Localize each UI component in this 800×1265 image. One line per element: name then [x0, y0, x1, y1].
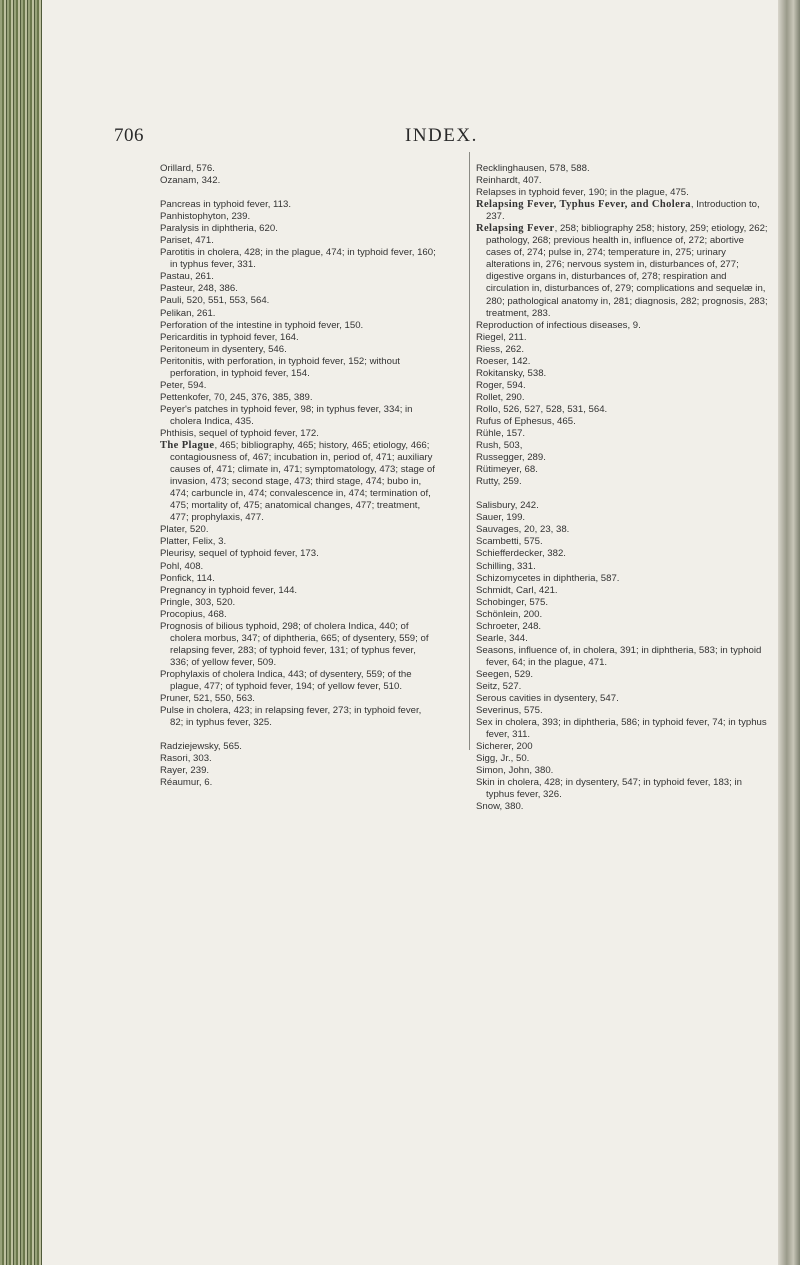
- index-entry: Searle, 344.: [476, 632, 528, 644]
- index-entry: Roeser, 142.: [476, 355, 531, 367]
- index-entry: Orillard, 576.: [160, 163, 215, 174]
- column-divider: [469, 152, 470, 750]
- index-entry: Rühle, 157.: [476, 428, 526, 440]
- page-number: 706: [114, 125, 144, 146]
- index-entry: Seasons, influence of, in cholera, 391; in diphtheria, 583; in typhoid fever, 64; in the plague, 471.: [476, 644, 762, 668]
- index-entry: Pohl, 408.: [160, 560, 204, 572]
- index-entry: Seegen, 529.: [476, 668, 534, 680]
- index-entry: Prognosis of bilious typhoid, 298; of cholera Indica, 440; of cholera morbus, 347; of diphtheria, 665; of dysentery, 559; of relapsing fever, 283; of typhoid fever, 131; of typhus fever, 336; of yellow fever, 509.: [160, 620, 429, 668]
- index-entry: Pregnancy in typhoid fever, 144.: [160, 584, 298, 596]
- index-entry: Procopius, 468.: [160, 608, 227, 620]
- index-entry: Sigg, Jr., 50.: [476, 753, 530, 765]
- index-entry: Rollo, 526, 527, 528, 531, 564.: [476, 403, 608, 415]
- index-entry: Sex in cholera, 393; in diphtheria, 586; in typhoid fever, 74; in typhus fever, 311.: [476, 717, 767, 741]
- index-entry: Pericarditis in typhoid fever, 164.: [160, 331, 299, 343]
- index-entry: Pancreas in typhoid fever, 113.: [160, 199, 292, 211]
- index-entry: Phthisis, sequel of typhoid fever, 172.: [160, 427, 319, 439]
- index-entry: Pulse in cholera, 423; in relapsing fever, 273; in typhoid fever, 82; in typhus fever, 325.: [160, 705, 422, 729]
- index-entry: The Plague, 465; bibliography, 465; history, 465; etiology, 466; contagiousness of, 467; incubation in, period of, 471; auxiliary causes of, 471; climate in, 471; symptomatology, 473; stage of invasion, 473; second stage, 473; third stage, 474; bubo in, 474; carbuncle in, 474; convalescence in, 474; termination of, 475; mortality of, 475; anatomical changes, 477; treatment, 477; prophylaxis, 477.: [160, 440, 435, 524]
- index-column-left: [160, 163, 436, 789]
- index-entry: Schizomycetes in diphtheria, 587.: [476, 572, 620, 584]
- binding-edge: [0, 0, 42, 1265]
- index-entry: Sicherer, 200: [476, 741, 533, 753]
- index-entry: Salisbury, 242.: [476, 500, 539, 512]
- index-entry: Relapsing Fever, Typhus Fever, and Cholera, Introduction to, 237.: [476, 199, 760, 223]
- index-entry: Prophylaxis of cholera Indica, 443; of dysentery, 559; of the plague, 477; of typhoid fever, 194; of yellow fever, 510.: [160, 668, 412, 692]
- index-entry: Pringle, 303, 520.: [160, 596, 236, 608]
- index-entry: Schiefferdecker, 382.: [476, 548, 566, 560]
- index-entry: Seitz, 527.: [476, 680, 522, 692]
- index-entry: Panhistophyton, 239.: [160, 211, 251, 223]
- index-entry: Schobinger, 575.: [476, 596, 549, 608]
- index-entry: Rasori, 303.: [160, 753, 212, 765]
- index-entry: Schönlein, 200.: [476, 608, 543, 620]
- index-entry: Pelikan, 261.: [160, 307, 216, 319]
- index-entry: Rollet, 290.: [476, 391, 525, 403]
- index-entry: Pruner, 521, 550, 563.: [160, 693, 255, 705]
- index-entry: Reproduction of infectious diseases, 9.: [476, 319, 641, 331]
- index-entry: Riess, 262.: [476, 343, 524, 355]
- book-page: [42, 0, 778, 1265]
- index-entry: Radziejewsky, 565.: [160, 741, 242, 753]
- letter-gap: [160, 729, 436, 741]
- letter-gap: [160, 187, 436, 199]
- index-entry: Scambetti, 575.: [476, 536, 543, 548]
- index-entry: Peter, 594.: [160, 379, 207, 391]
- index-entry: Réaumur, 6.: [160, 777, 213, 789]
- index-entry: Paralysis in diphtheria, 620.: [160, 223, 278, 235]
- running-head: INDEX.: [405, 125, 478, 146]
- index-entry: Schilling, 331.: [476, 560, 536, 572]
- index-entry: Skin in cholera, 428; in dysentery, 547; in typhoid fever, 183; in typhus fever, 326.: [476, 777, 742, 801]
- page-header: [114, 125, 724, 149]
- index-entry: Plater, 520.: [160, 524, 209, 536]
- index-entry: Pasteur, 248, 386.: [160, 283, 238, 295]
- index-entry: Peritoneum in dysentery, 546.: [160, 343, 287, 355]
- index-entry: Parotitis in cholera, 428; in the plague, 474; in typhoid fever, 160; in typhus fever, 331.: [160, 247, 436, 271]
- index-entry: Rütimeyer, 68.: [476, 464, 538, 476]
- page-edge: [778, 0, 800, 1265]
- index-entry: Rufus of Ephesus, 465.: [476, 415, 576, 427]
- index-entry: Pleurisy, sequel of typhoid fever, 173.: [160, 548, 319, 560]
- index-entry: Platter, Felix, 3.: [160, 536, 227, 548]
- index-entry: Russegger, 289.: [476, 452, 546, 464]
- index-entry: Rayer, 239.: [160, 765, 210, 777]
- index-entry: Rush, 503,: [476, 440, 523, 452]
- index-entry: Pettenkofer, 70, 245, 376, 385, 389.: [160, 391, 313, 403]
- index-entry: Snow, 380.: [476, 801, 524, 813]
- index-entry: Sauvages, 20, 23, 38.: [476, 524, 570, 536]
- index-entry: Serous cavities in dysentery, 547.: [476, 693, 619, 705]
- index-entry: Perforation of the intestine in typhoid fever, 150.: [160, 319, 364, 331]
- index-entry: Simon, John, 380.: [476, 765, 554, 777]
- index-entry: Relapses in typhoid fever, 190; in the plague, 475.: [476, 187, 689, 199]
- index-entry: Pastau, 261.: [160, 271, 214, 283]
- index-entry: Ponfick, 114.: [160, 572, 215, 584]
- index-entry: Relapsing Fever, 258; bibliography 258; history, 259; etiology, 262; pathology, 268; previous health in, influence of, 272; abortive cases of, 274; pulse in, 274; temperature in, 275; urinary alterations in, 276; nervous system in, disturbances of, 277; digestive organs in, disturbances of, 278; respiration and circulation in, disturbances of, 279; complications and sequelæ in, 280; pathological anatomy in, 281; diagnosis, 282; prognosis, 283; treatment, 283.: [476, 223, 768, 319]
- index-entry: Peyer's patches in typhoid fever, 98; in typhus fever, 334; in cholera Indica, 435.: [160, 403, 413, 427]
- index-entry: Pauli, 520, 551, 553, 564.: [160, 295, 270, 307]
- index-entry: Reinhardt, 407.: [476, 175, 542, 187]
- index-entry: Riegel, 211.: [476, 331, 527, 343]
- index-entry: Ozanam, 342.: [160, 175, 221, 187]
- index-entry: Roger, 594.: [476, 379, 526, 391]
- index-column-right: [476, 163, 770, 813]
- index-entry: Schmidt, Carl, 421.: [476, 584, 558, 596]
- index-entry: Rutty, 259.: [476, 476, 522, 488]
- index-entry: Pariset, 471.: [160, 235, 214, 247]
- index-entry: Peritonitis, with perforation, in typhoid fever, 152; without perforation, in typhoid fever, 154.: [160, 355, 400, 379]
- letter-gap: [476, 488, 770, 500]
- index-entry: Sauer, 199.: [476, 512, 526, 524]
- index-entry: Schroeter, 248.: [476, 620, 542, 632]
- index-entry: Recklinghausen, 578, 588.: [476, 163, 590, 174]
- index-entry: Severinus, 575.: [476, 705, 543, 717]
- index-entry: Rokitansky, 538.: [476, 367, 547, 379]
